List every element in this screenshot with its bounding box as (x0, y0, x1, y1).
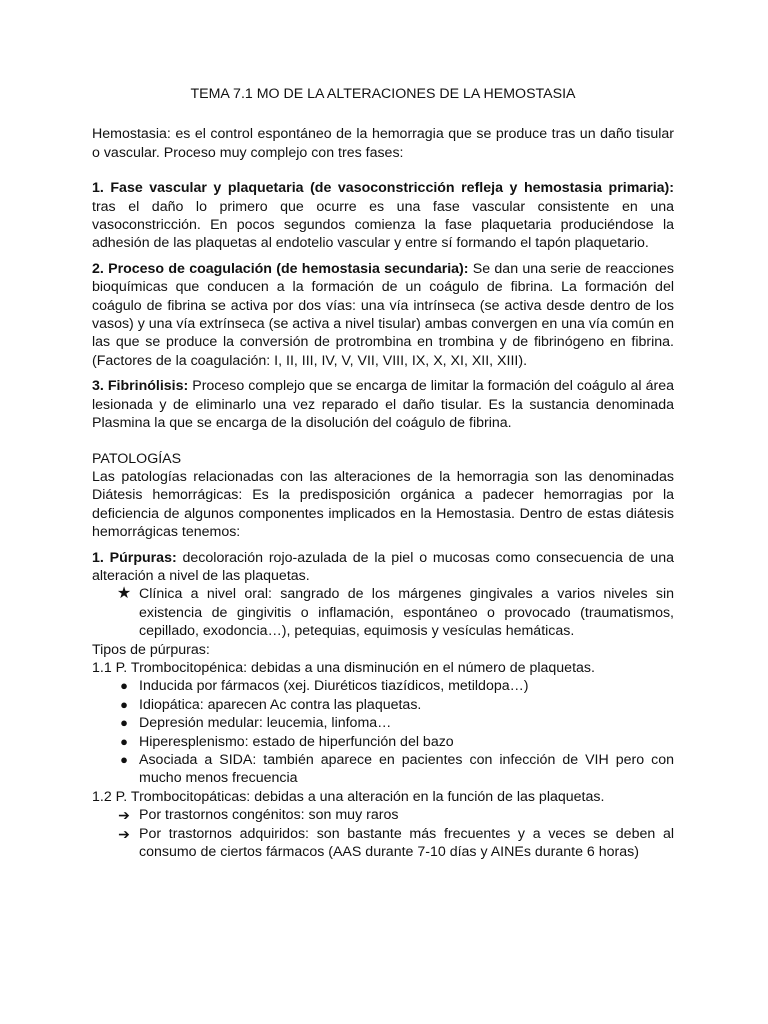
bullet-dot-icon: ● (120, 678, 128, 694)
intro-paragraph: Hemostasia: es el control espontáneo de la hemorragia que se produce tras un daño tisular o vascular. Proceso muy complejo con tres fases: (92, 126, 674, 161)
clinical-list (92, 585, 674, 640)
phase-1-text: tras el daño lo primero que ocurre es una fase vascular consistente en una vasoconstricción. En pocos segundos comienza la fase plaquetaria produciéndose la adhesión de las plaquetas al endotelio vascular y entre sí formando el tapón plaquetario. (92, 198, 674, 252)
phase-3-text: Proceso complejo que se encarga de limitar la formación del coágulo al área lesionada y de eliminarlo una vez reparado el daño tisular. Es la sustancia denominada Plasmina la que se encarga de la disolución del coágulo de fibrina. (92, 378, 674, 432)
list-item-text: Depresión medular: leucemia, linfoma… (139, 715, 392, 732)
thrombocytopathic-list (92, 806, 674, 861)
bullet-dot-icon: ● (120, 733, 128, 749)
list-item-text: Inducida por fármacos (xej. Diuréticos tiazídicos, metildopa…) (139, 678, 529, 695)
phase-1-heading: 1. Fase vascular y plaquetaria (de vasoconstricción refleja y hemostasia primaria): (92, 180, 674, 197)
list-item-text: Por trastornos congénitos: son muy raros (139, 807, 399, 824)
phase-3-heading: 3. Fibrinólisis: (92, 378, 189, 395)
purpuras-text: decoloración rojo-azulada de la piel o mucosas como consecuencia de una alteración a nivel de las plaquetas. (92, 549, 674, 584)
list-item-text: Por trastornos adquiridos: son bastante más frecuentes y a veces se deben al consumo de ciertos fármacos (AAS durante 7-10 días y AINEs durante 6 horas) (139, 825, 674, 861)
bullet-dot-icon: ● (120, 715, 128, 731)
thrombocytopenic-heading: 1.1 P. Trombocitopénica: debidas a una disminución en el número de plaquetas. (92, 659, 595, 676)
phase-3-paragraph (92, 377, 674, 432)
list-item (92, 677, 674, 695)
list-item-text: Idiopática: aparecen Ac contra las plaquetas. (139, 696, 422, 713)
list-item (92, 825, 674, 862)
thrombocytopathic-heading: 1.2 P. Trombocitopáticas: debidas a una alteración en la función de las plaquetas. (92, 788, 605, 805)
purpuras-paragraph (92, 549, 674, 586)
document-title: TEMA 7.1 MO DE LA ALTERACIONES DE LA HEMOSTASIA (190, 86, 576, 102)
list-item-text: Hiperesplenismo: estado de hiperfunción del bazo (139, 733, 454, 750)
purpuras-heading: 1. Púrpuras: (92, 549, 177, 566)
phase-1-paragraph (92, 179, 674, 253)
arrow-bullet-icon: ➔ (118, 825, 130, 842)
phase-2-text: Se dan una serie de reacciones bioquímicas que conducen a la formación de un coágulo de fibrina. La formación del coágulo de fibrina se activa por dos vías: una vía intrínseca (se activa desde dentro de los vasos) y una vía extrínseca (se activa a nivel tisular) ambas convergen en una vía común en las que se produce la conversión de protrombina en trombina y de fibrinógeno en fibrina. (Factores de la coagulación: I, II, III, IV, V, VII, VIII, IX, X, XI, XII, XIII). (92, 260, 674, 369)
list-item (92, 696, 674, 714)
list-item (92, 714, 674, 732)
list-item (92, 733, 674, 751)
list-item-text: Asociada a SIDA: también aparece en pacientes con infección de VIH pero con mucho menos frecuencia (139, 752, 674, 787)
bullet-dot-icon: ● (120, 752, 128, 767)
list-item (92, 585, 674, 640)
pathologies-intro: Las patologías relacionadas con las alteraciones de la hemorragia son las denominadas Diátesis hemorrágicas: Es la predisposición orgánica a padecer hemorragias por la deficiencia de algunos componentes implicados en la Hemostasia. Dentro de estas diátesis hemorrágicas tenemos: (92, 468, 674, 541)
star-bullet-icon: ★ (116, 585, 132, 603)
arrow-bullet-icon: ➔ (118, 807, 130, 824)
list-item (92, 751, 674, 788)
phase-2-heading: 2. Proceso de coagulación (de hemostasia secundaria): (92, 260, 469, 277)
phase-2-paragraph (92, 260, 674, 370)
types-label: Tipos de púrpuras: (92, 641, 210, 658)
clinical-bullet-text: Clínica a nivel oral: sangrado de los márgenes gingivales a varios niveles sin existencia de gingivitis o inflamación, espontáneo o provocado (traumatismos, cepillado, exodoncia…), petequias, equimosis y vesículas hemáticas. (139, 586, 674, 640)
list-item (92, 806, 674, 824)
thrombocytopenic-list (92, 677, 674, 787)
bullet-dot-icon: ● (120, 696, 128, 712)
pathologies-heading: PATOLOGÍAS (92, 450, 182, 467)
